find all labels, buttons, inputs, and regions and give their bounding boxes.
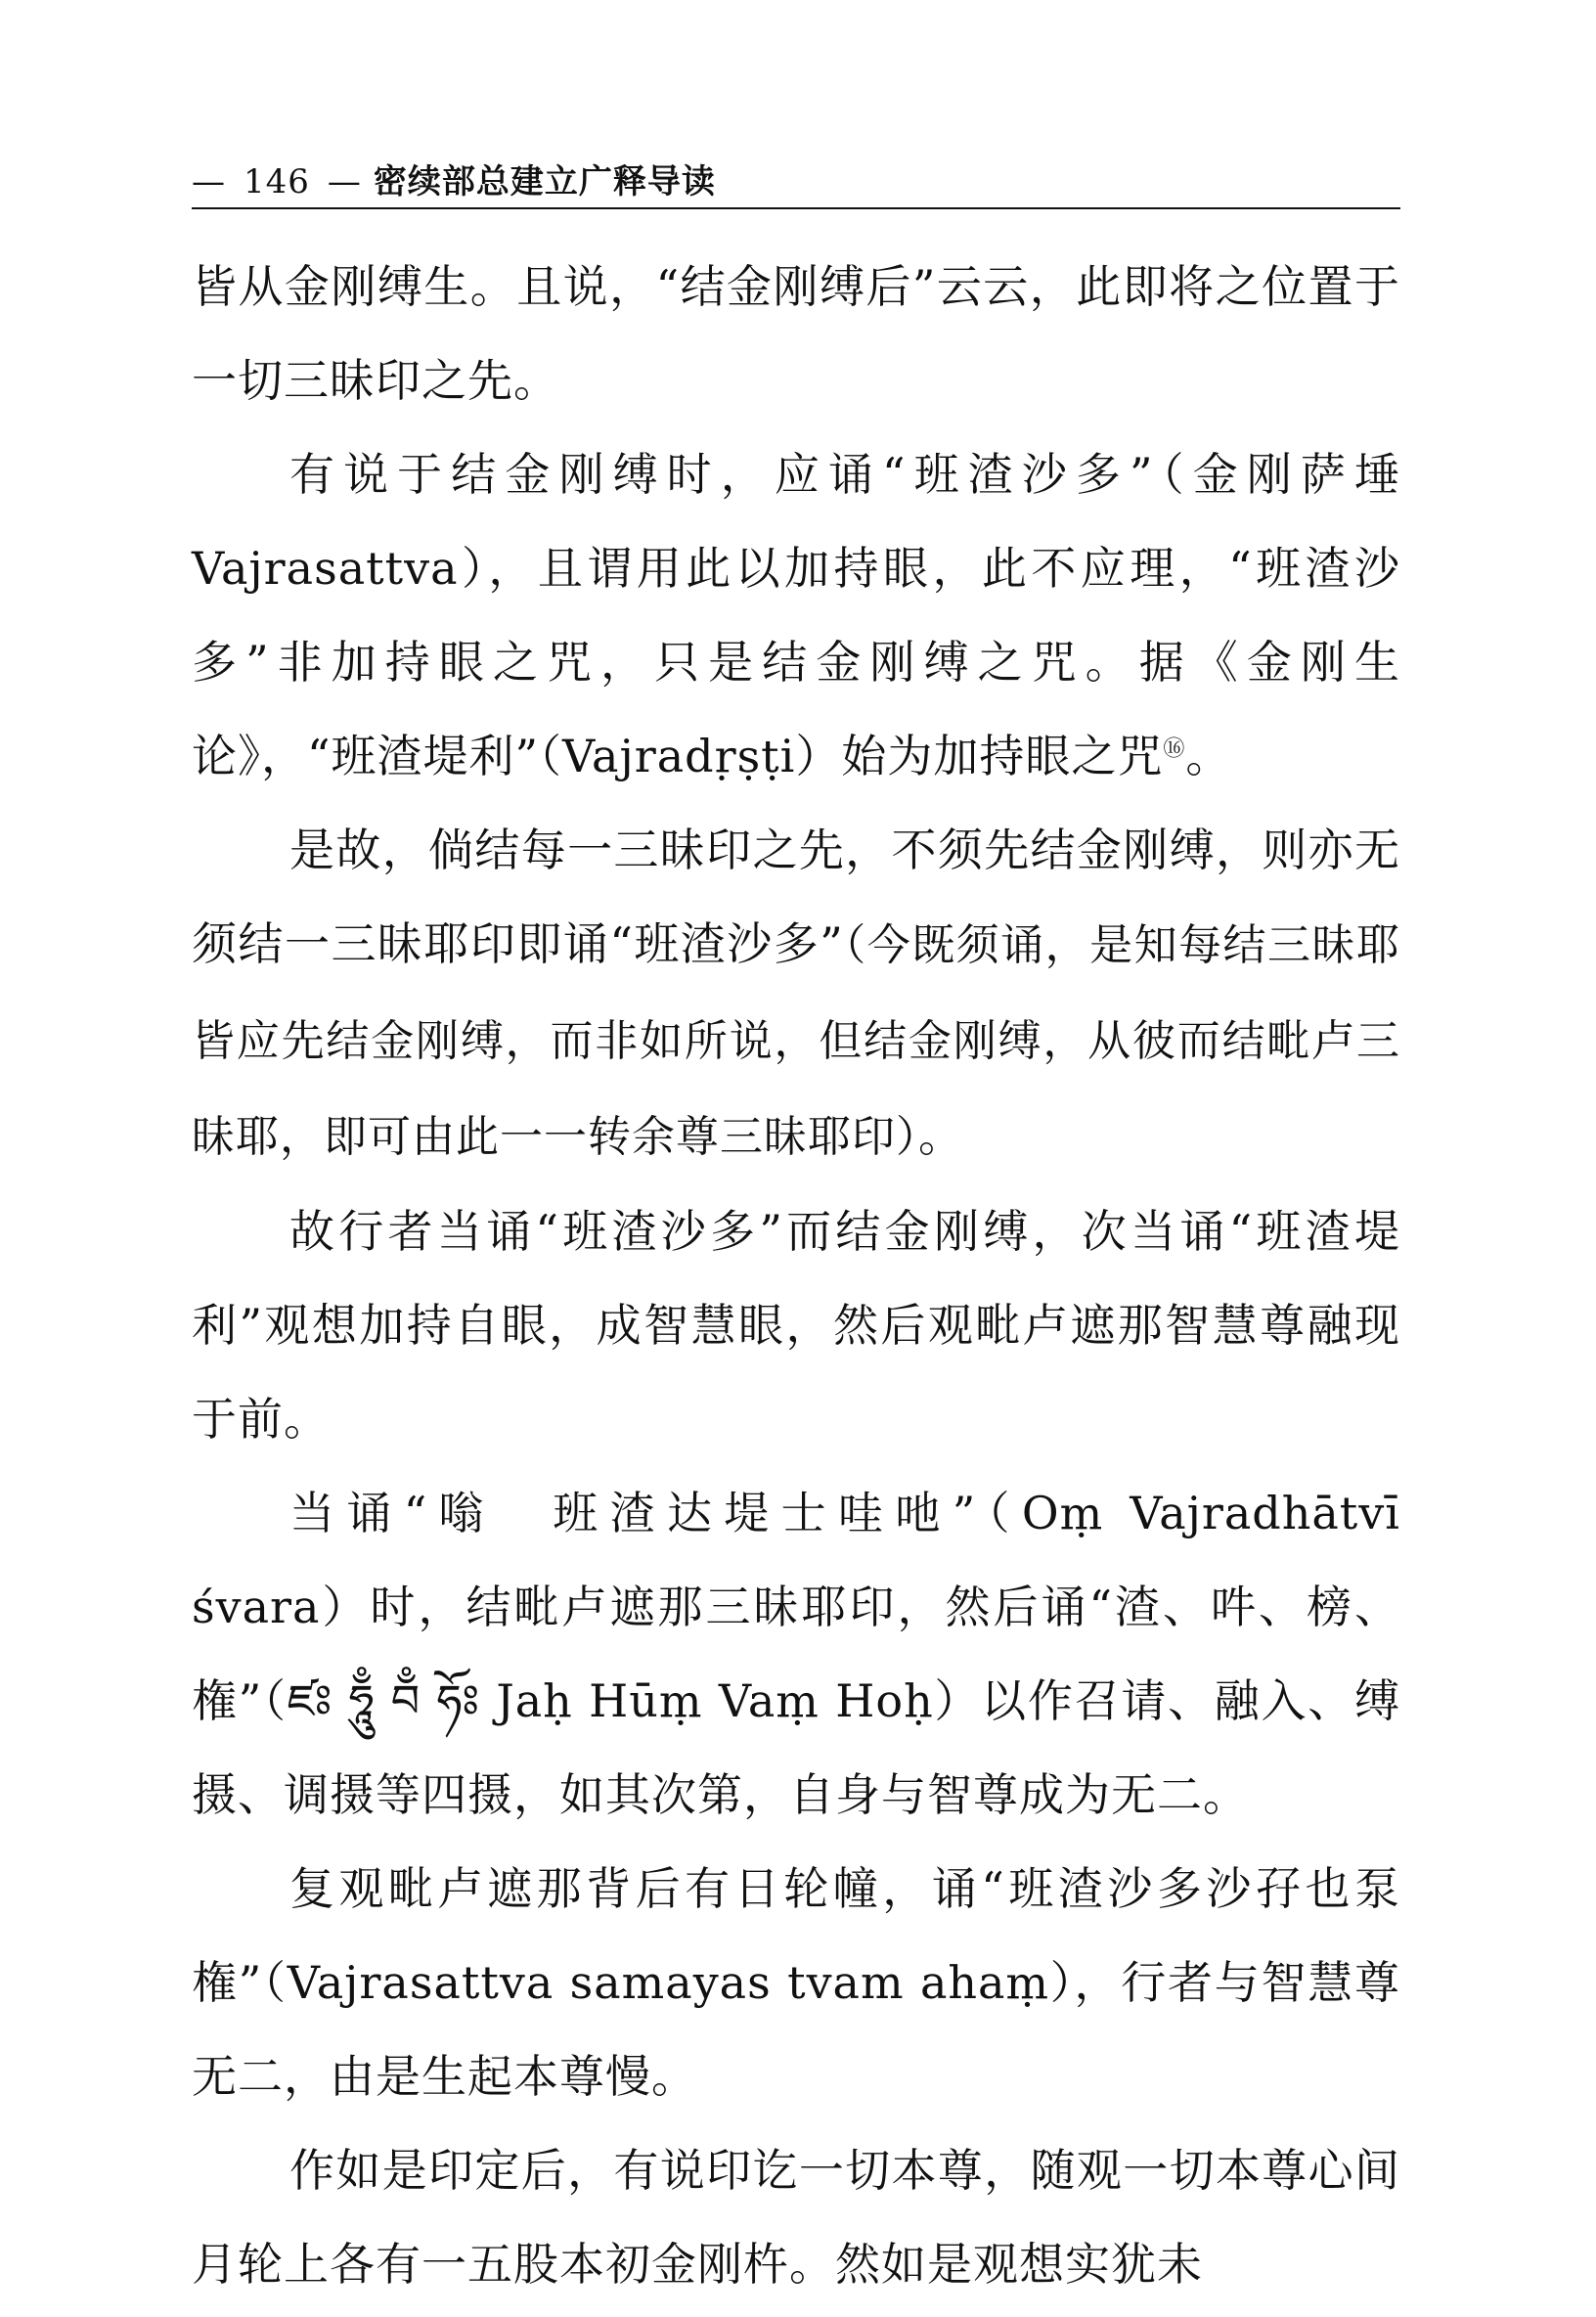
paragraph <box>192 1842 1400 2123</box>
paragraph <box>192 803 1400 1184</box>
book-title: 密续部总建立广释导读 <box>373 162 716 201</box>
paragraph-tail: 。 <box>1185 730 1232 782</box>
paragraph <box>192 2123 1400 2311</box>
paragraph-text: 皆从金刚缚生。且说，“结金刚缚后”云云，此即将之位置于一切三昧印之先。 <box>192 260 1400 407</box>
page-number: 146 <box>244 162 310 201</box>
running-head-dash-right: — <box>327 162 362 201</box>
running-head-dash-left: — <box>192 162 226 201</box>
interlinear-note: （今既须诵，是知每结三昧耶皆应先结金刚缚，而非如所说，但结金刚缚，从彼而结毗卢三昧耶，即可由此一一转余尊三昧耶印） <box>192 920 1400 1162</box>
paragraph-text: 是故，倘结每一三昧印之先，不须先结金刚缚，则亦无须结一三昧耶印即诵“班渣沙多” <box>192 824 1400 970</box>
paragraph-text: 作如是印定后，有说印讫一切本尊，随观一切本尊心间月轮上各有一五股本初金刚杵。然如是观想实犹未 <box>192 2144 1400 2291</box>
paragraph-text: 故行者当诵“班渣沙多”而结金刚缚，次当诵“班渣堤利”观想加持自眼，成智慧眼，然后观毗卢遮那智慧尊融现于前。 <box>192 1205 1400 1446</box>
paragraph-text: 当诵“嗡 班渣达堤士哇吔”（Oṃ Vajradhātvī śvara）时，结毗卢遮那三昧耶印，然后诵“渣、吽、榜、権”（ཛཿ ཧཱུྃ བྃ ཧོཿ Jaḥ Hūṃ Vaṃ Hoḥ）以作召请、融入、缚摄、调摄等四摄，如其次第，自身与智尊成为无二。 <box>192 1487 1400 1821</box>
paragraph <box>192 427 1400 803</box>
paragraph-tail: 。 <box>918 1109 964 1162</box>
running-head <box>192 156 1400 209</box>
paragraph <box>192 240 1400 427</box>
body-text <box>192 240 1400 2311</box>
paragraph <box>192 1184 1400 1466</box>
paragraph <box>192 1466 1400 1842</box>
footnote-marker: ⑯ <box>1163 736 1186 762</box>
paragraph-text: 复观毗卢遮那背后有日轮幢，诵“班渣沙多沙孖也泵権”（Vajrasattva samayas tvam ahaṃ），行者与智慧尊无二，由是生起本尊慢。 <box>192 1862 1400 2103</box>
paragraph-text: 有说于结金刚缚时，应诵“班渣沙多”（金刚萨埵 Vajrasattva），且谓用此以加持眼，此不应理，“班渣沙多”非加持眼之咒，只是结金刚缚之咒。据《金刚生论》，“班渣堤利”（Vajradṛṣṭi）始为加持眼之咒 <box>192 448 1400 782</box>
